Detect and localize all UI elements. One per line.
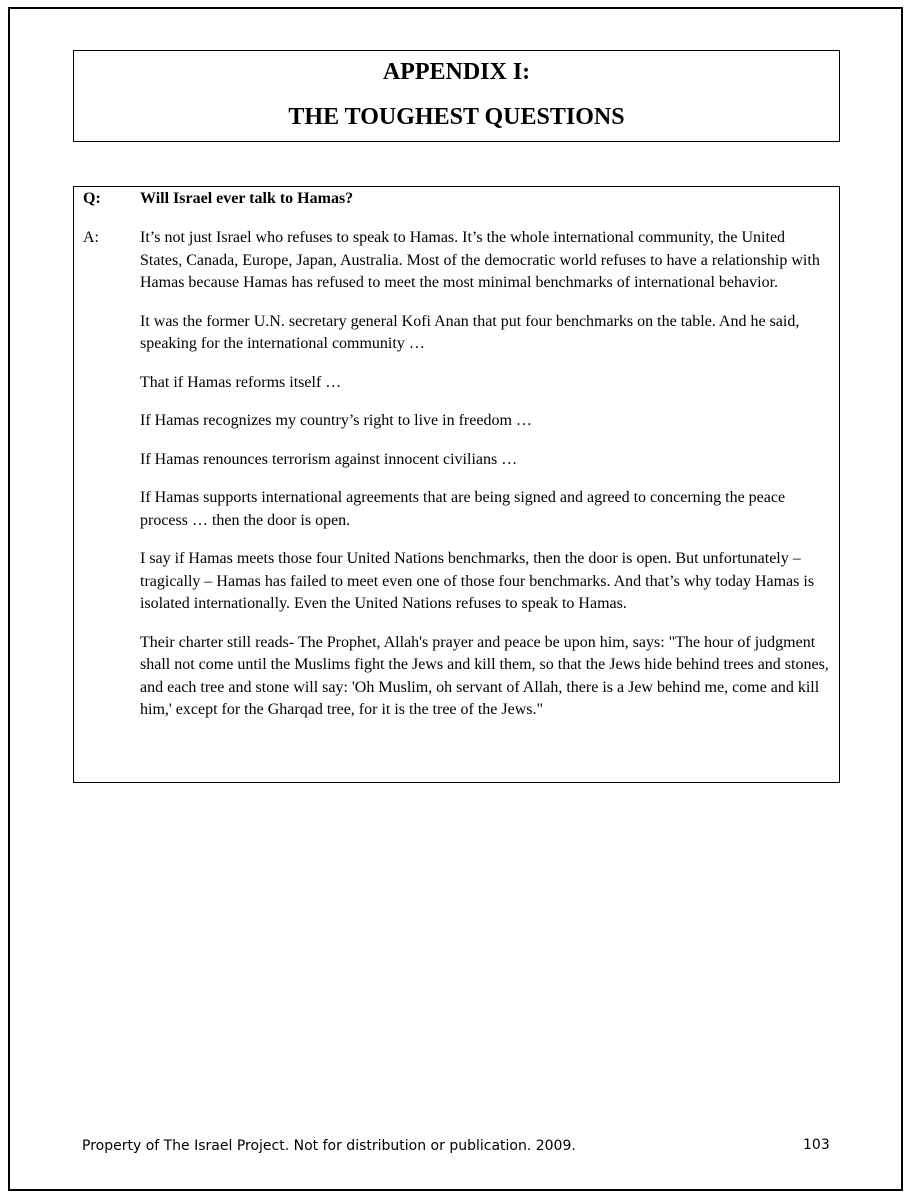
answer-paragraph: I say if Hamas meets those four United Nations benchmarks, then the door is open. But unfortunately – tragically – Hamas has failed to meet even one of those four benchmarks. And that’s why today Hamas is isolated internationally. Even the United Nations refuses to speak to Hamas. — [140, 550, 815, 612]
answer-paragraph: If Hamas supports international agreements that are being signed and agreed to concerning the peace process … then the door is open. — [140, 489, 786, 529]
question-text: Will Israel ever talk to Hamas? — [140, 190, 354, 207]
qa-box — [73, 186, 840, 783]
answer-paragraph: If Hamas renounces terrorism against innocent civilians … — [140, 450, 518, 468]
appendix-subtitle: THE TOUGHEST QUESTIONS — [288, 104, 625, 130]
answer-paragraph: It’s not just Israel who refuses to speak to Hamas. It’s the whole international community, the United States, Canada, Europe, Japan, Australia. Most of the democratic world refuses to have a relationship with Hamas because Hamas has refused to meet the most minimal benchmarks of international behavior. — [140, 229, 820, 291]
answer-paragraph: Their charter still reads- The Prophet, Allah's prayer and peace be upon him, says: "The hour of judgment shall not come until the Muslims fight the Jews and kill them, so that the Jews hide behind trees and stones, and each tree and stone will say: 'Oh Muslim, oh servant of Allah, there is a Jew behind me, come and kill him,' except for the Gharqad tree, for it is the tree of the Jews." — [140, 633, 829, 718]
footer-notice: Property of The Israel Project. Not for distribution or publication. 2009. — [82, 1138, 576, 1154]
title-box — [73, 50, 840, 142]
answer-label: A: — [83, 229, 99, 246]
answer-paragraph: If Hamas recognizes my country’s right to live in freedom … — [140, 412, 532, 429]
appendix-title: APPENDIX I: — [382, 59, 531, 85]
page-number: 103 — [803, 1137, 830, 1153]
question-label: Q: — [83, 190, 101, 207]
answer-paragraph: It was the former U.N. secretary general Kofi Anan that put four benchmarks on the table. And he said, speaking for the international community … — [140, 312, 800, 352]
answer-body — [140, 227, 831, 738]
answer-paragraph: That if Hamas reforms itself … — [140, 373, 342, 391]
